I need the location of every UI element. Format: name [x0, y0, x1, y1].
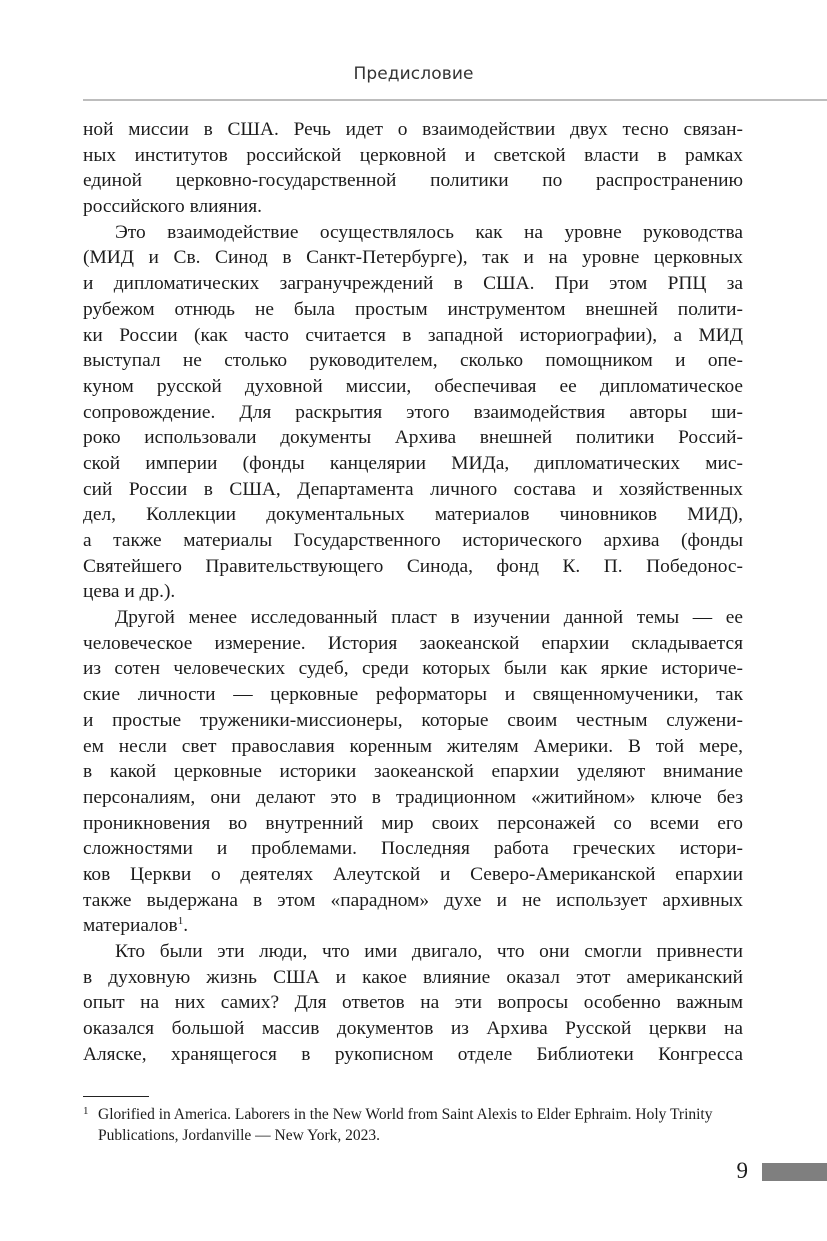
- page-number: 9: [736, 1158, 748, 1183]
- line-text: сопровождение. Для раскрытия этого взаимодействия авторы ши-: [83, 401, 743, 423]
- text-line: [83, 323, 743, 349]
- line-text: оказался большой массив документов из Архива Русской церкви на: [83, 1018, 743, 1040]
- text-line: [83, 554, 743, 580]
- text-line: [83, 451, 743, 477]
- text-line: [83, 194, 743, 220]
- line-text: единой церковно-государственной политики по распространению: [83, 170, 743, 192]
- line-text: рубежом отнюдь не была простым инструментом внешней полити-: [83, 298, 743, 320]
- text-line: [83, 708, 743, 734]
- text-line: [83, 605, 743, 631]
- line-text: дел, Коллекции документальных материалов чиновников МИД),: [83, 504, 743, 526]
- text-line: [83, 400, 743, 426]
- footnote-text: Glorified in America. Laborers in the New World from Saint Alexis to Elder Ephraim. Holy Trinity Publications, Jordanville — New York, 2023.: [98, 1106, 713, 1144]
- line-text: ской империи (фонды канцелярии МИДа, дипломатических мис-: [83, 452, 743, 474]
- line-text: Святейшего Правительствующего Синода, фонд К. П. Победонос-: [83, 555, 743, 577]
- text-line: [83, 939, 743, 965]
- text-line: [83, 579, 743, 605]
- page-tab-bar: [762, 1163, 827, 1181]
- line-text: ных институтов российской церковной и светской власти в рамках: [83, 144, 743, 166]
- line-text: куном русской духовной миссии, обеспечивая ее дипломатическое: [83, 375, 743, 397]
- text-line: [83, 348, 743, 374]
- line-text: ки России (как часто считается в западной историографии), а МИД: [83, 324, 743, 346]
- line-text: цева и др.).: [83, 581, 176, 603]
- footnote-rule: [83, 1096, 149, 1097]
- line-text: и дипломатических загранучреждений в США. При этом РПЦ за: [83, 273, 743, 295]
- text-line: [83, 143, 743, 169]
- line-text: также выдержана в этом «парадном» духе и не использует архивных: [83, 889, 743, 911]
- text-line: [83, 734, 743, 760]
- body-text: [83, 117, 743, 1067]
- line-text: персоналиям, они делают это в традиционном «житийном» ключе без: [83, 786, 743, 808]
- header-rule: [83, 99, 827, 101]
- line-text: ем несли свет православия коренным жителям Америки. В той мере,: [83, 735, 743, 757]
- paragraph: [83, 117, 743, 220]
- text-line: [83, 220, 743, 246]
- text-line: [83, 425, 743, 451]
- line-text: Аляске, хранящегося в рукописном отделе Библиотеки Конгресса: [83, 1043, 743, 1065]
- text-line: [83, 528, 743, 554]
- text-line: [83, 1042, 743, 1068]
- text-line: [83, 271, 743, 297]
- text-line: [83, 502, 743, 528]
- line-text: роко использовали документы Архива внешней политики Россий-: [83, 427, 743, 449]
- text-line: [83, 374, 743, 400]
- line-text: (МИД и Св. Синод в Санкт-Петербурге), так и на уровне церковных: [83, 247, 743, 269]
- line-text: российского влияния.: [83, 196, 262, 218]
- line-text: выступал не столько руководителем, сколько помощником и опе-: [83, 350, 743, 372]
- text-line: [83, 477, 743, 503]
- paragraph: [83, 220, 743, 605]
- text-line: [83, 245, 743, 271]
- paragraph: [83, 939, 743, 1067]
- line-text: сложностями и проблемами. Последняя работа греческих истори-: [83, 838, 743, 860]
- running-head: Предисловие: [353, 64, 474, 84]
- text-line: [83, 990, 743, 1016]
- text-line: [83, 759, 743, 785]
- line-text: человеческое измерение. История заокеанской епархии складывается: [83, 632, 743, 654]
- line-text: и простые труженики-миссионеры, которые своим честным служени-: [83, 709, 743, 731]
- line-text: сий России в США, Департамента личного состава и хозяйственных: [83, 478, 743, 500]
- footnote-mark: 1: [83, 1105, 89, 1117]
- text-line: [83, 168, 743, 194]
- text-line: [83, 785, 743, 811]
- line-text: а также материалы Государственного исторического архива (фонды: [83, 530, 743, 551]
- line-text: материалов: [83, 915, 178, 937]
- line-text: ков Церкви о деятелях Алеутской и Северо-Американской епархии: [83, 863, 743, 885]
- line-text: опыт на них самих? Для ответов на эти вопросы особенно важным: [83, 992, 743, 1014]
- text-line: [83, 888, 743, 914]
- line-text: в духовную жизнь США и какое влияние оказал этот американский: [83, 966, 743, 988]
- paragraph: [83, 605, 743, 939]
- footnote: [83, 1104, 745, 1146]
- text-line: [83, 631, 743, 657]
- text-line: [83, 682, 743, 708]
- line-text: Кто были эти люди, что ими двигало, что они смогли привнести: [115, 941, 743, 962]
- line-text: Другой менее исследованный пласт в изучении данной темы — ее: [115, 607, 743, 629]
- line-text: ские личности — церковные реформаторы и священномученики, так: [83, 684, 743, 706]
- line-text: из сотен человеческих судеб, среди которых были как яркие историче-: [83, 658, 743, 680]
- text-line: материалов$^1$.: [83, 915, 189, 937]
- text-line: [83, 297, 743, 323]
- text-line: [83, 117, 743, 143]
- line-text: Это взаимодействие осуществлялось как на уровне руководства: [115, 221, 743, 243]
- text-line: [83, 656, 743, 682]
- text-line: [83, 965, 743, 991]
- line-text: ной миссии в США. Речь идет о взаимодействии двух тесно связан-: [83, 119, 743, 140]
- text-line: [83, 862, 743, 888]
- text-line: [83, 836, 743, 862]
- line-text: проникновения во внутренний мир своих персонажей со всеми его: [83, 812, 743, 834]
- line-text: в какой церковные историки заокеанской епархии уделяют внимание: [83, 761, 743, 783]
- text-line: [83, 1016, 743, 1042]
- text-line: [83, 811, 743, 837]
- footnote-reference[interactable]: 1: [177, 915, 184, 928]
